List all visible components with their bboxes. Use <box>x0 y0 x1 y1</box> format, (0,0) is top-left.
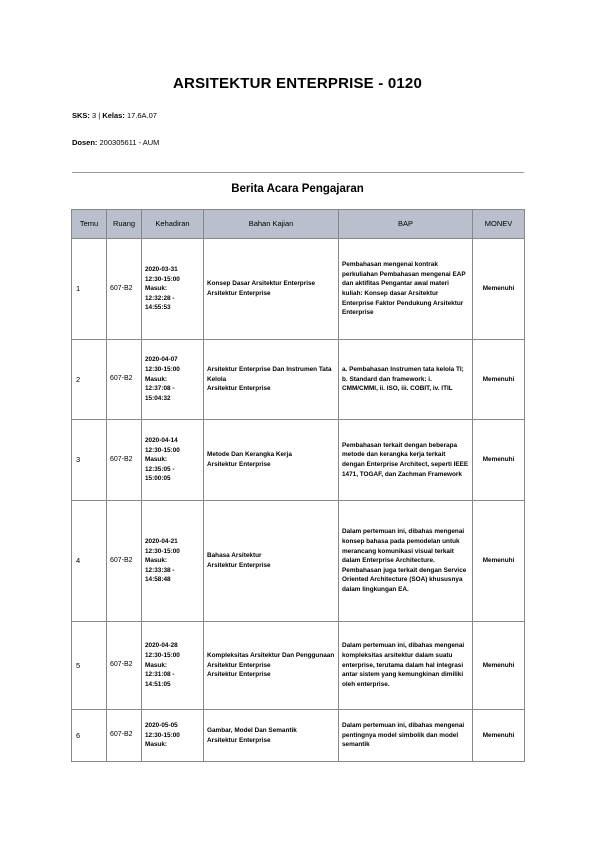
sks-value: 3 <box>92 111 97 120</box>
cell-bahan-kajian <box>204 340 339 420</box>
cell-monev: Memenuhi <box>473 622 525 710</box>
divider <box>72 172 524 173</box>
lecturer-meta <box>72 138 159 147</box>
bahan-topic: Bahasa Arsitektur <box>207 552 262 560</box>
bahan-course: Arsitektur Enterprise <box>207 461 271 468</box>
cell-monev: Memenuhi <box>473 340 525 420</box>
bahan-topic: Metode Dan Kerangka Kerja <box>207 451 292 459</box>
header-bap: BAP <box>339 210 473 239</box>
cell-ruang: 607-B2 <box>107 420 142 501</box>
bahan-course: Arsitektur Enterprise <box>207 671 271 679</box>
cell-kehadiran: 2020-04-28 12:30-15:00 Masuk: 12:31:08 - 14:51:05 <box>142 622 204 710</box>
cell-ruang: 607-B2 <box>107 239 142 340</box>
bahan-topic: Gambar, Model Dan Semantik <box>207 726 297 734</box>
document-title: ARSITEKTUR ENTERPRISE - 0120 <box>173 75 422 92</box>
header-temu: Temu <box>72 210 107 239</box>
table-row <box>72 239 525 340</box>
header-ruang: Ruang <box>107 210 142 239</box>
cell-temu: 4 <box>72 501 107 622</box>
cell-monev: Memenuhi <box>473 501 525 622</box>
bahan-course: Arsitektur Enterprise <box>207 290 271 297</box>
table-row <box>72 622 525 710</box>
cell-bahan-kajian <box>204 710 339 762</box>
cell-temu: 3 <box>72 420 107 501</box>
cell-ruang: 607-B2 <box>107 501 142 622</box>
cell-monev: Memenuhi <box>473 420 525 501</box>
cell-kehadiran: 2020-03-31 12:30-15:00 Masuk: 12:32:28 - 14:55:53 <box>142 239 204 340</box>
cell-temu: 2 <box>72 340 107 420</box>
table-row <box>72 501 525 622</box>
cell-temu: 5 <box>72 622 107 710</box>
cell-bap: Dalam pertemuan ini, dibahas mengenai konsep bahasa pada pemodelan untuk merancang komunikasi visual terkait dalam Enterprise Architecture. Pembahasan juga terkait dengan Service Oriented Architecture (SOA) khususnya dalam lingkungan EA. <box>339 501 473 622</box>
cell-temu: 1 <box>72 239 107 340</box>
cell-bahan-kajian <box>204 420 339 501</box>
cell-ruang: 607-B2 <box>107 710 142 762</box>
cell-kehadiran: 2020-04-07 12:30-15:00 Masuk: 12:37:08 - 15:04:32 <box>142 340 204 420</box>
header-bahan-kajian: Bahan Kajian <box>204 210 339 239</box>
cell-bahan-kajian <box>204 622 339 710</box>
dosen-label: Dosen: <box>72 138 98 147</box>
sks-label: SKS: <box>72 111 90 120</box>
bahan-topic: Konsep Dasar Arsitektur Enterprise <box>207 280 316 288</box>
cell-ruang: 607-B2 <box>107 340 142 420</box>
table-header-row <box>72 210 525 239</box>
table-row <box>72 710 525 762</box>
cell-temu: 6 <box>72 710 107 762</box>
bahan-topic: Arsitektur Enterprise Dan Instrumen Tata Kelola <box>207 366 332 383</box>
cell-kehadiran: 2020-04-21 12:30-15:00 Masuk: 12:33:38 - 14:58:48 <box>142 501 204 622</box>
meta-separator: | <box>98 111 101 120</box>
cell-bap: a. Pembahasan Instrumen tata kelola TI; b. Standard dan framework: i. CMM/CMMI, ii. ISO, iii. COBIT, iv. ITIL <box>339 340 473 420</box>
cell-bap: Dalam pertemuan ini, dibahas mengenai kompleksitas arsitektur dalam suatu enterprise, terutama dalam hal integrasi antar sistem yang kemungkinan dimiliki oleh enterprise. <box>339 622 473 710</box>
header-kehadiran: Kehadiran <box>142 210 204 239</box>
cell-monev: Memenuhi <box>473 239 525 340</box>
teaching-record-table <box>71 209 525 762</box>
kelas-value: 17.6A.07 <box>126 111 157 120</box>
section-title: Berita Acara Pengajaran <box>231 183 364 195</box>
cell-kehadiran: 2020-04-14 12:30-15:00 Masuk: 12:35:05 - 15:00:05 <box>142 420 204 501</box>
table-row <box>72 340 525 420</box>
cell-monev: Memenuhi <box>473 710 525 762</box>
bahan-course: Arsitektur Enterprise <box>207 736 271 744</box>
header-monev: MONEV <box>473 210 525 239</box>
bahan-topic: Kompleksitas Arsitektur Dan Penggunaan Arsitektur Enterprise <box>207 652 335 669</box>
bahan-course: Arsitektur Enterprise <box>207 562 271 569</box>
cell-kehadiran: 2020-05-05 12:30-15:00 Masuk: <box>142 710 204 762</box>
kelas-label: Kelas: <box>102 111 125 120</box>
cell-bahan-kajian <box>204 239 339 340</box>
cell-bap: Dalam pertemuan ini, dibahas mengenai pentingnya model simbolik dan model semantik <box>339 710 473 762</box>
cell-ruang: 607-B2 <box>107 622 142 710</box>
dosen-value: 200305611 - AUM <box>99 138 160 147</box>
cell-bap: Pembahasan terkait dengan beberapa metode dan kerangka kerja terkait dengan Enterprise Architect, seperti IEEE 1471, TOGAF, dan Zachman Framework <box>339 420 473 501</box>
bahan-course: Arsitektur Enterprise <box>207 385 271 393</box>
table-row <box>72 420 525 501</box>
cell-bap: Pembahasan mengenai kontrak perkuliahan Pembahasan mengenai EAP dan aktifitas Pengantar awal materi kuliah: Konsep dasar Arsitektur Enterprise Faktor Pendukung Arsitektur Enterprise <box>339 239 473 340</box>
cell-bahan-kajian <box>204 501 339 622</box>
course-meta <box>72 111 157 120</box>
